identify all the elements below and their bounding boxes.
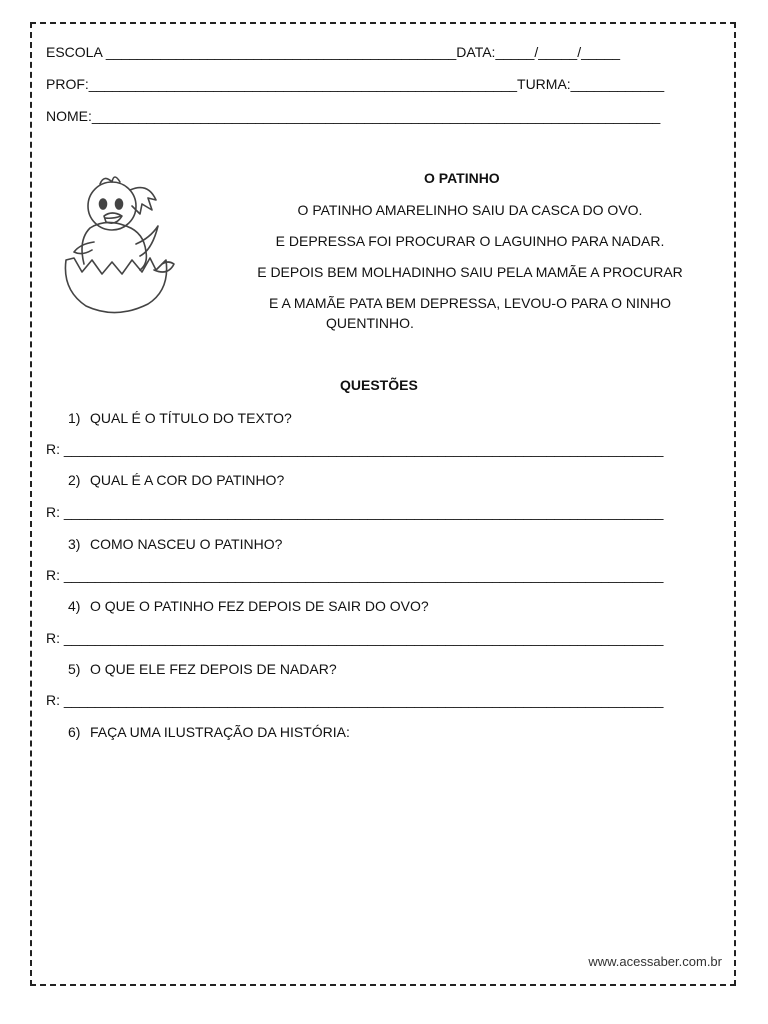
question-2: 2) QUAL É A COR DO PATINHO? — [68, 472, 285, 488]
answer-line-2[interactable]: R: _____________________________________________________________________________ — [46, 504, 664, 520]
teacher-class-line: PROF:_______________________________________________________TURMA:____________ — [46, 76, 665, 92]
name-line: NOME:_________________________________________________________________________ — [46, 108, 661, 124]
story-title: O PATINHO — [424, 170, 500, 186]
answer-line-3[interactable]: R: _____________________________________________________________________________ — [46, 567, 664, 583]
answer-line-4[interactable]: R: _____________________________________________________________________________ — [46, 630, 664, 646]
question-4: 4) O QUE O PATINHO FEZ DEPOIS DE SAIR DO OVO? — [68, 598, 429, 614]
story-line: QUENTINHO. — [326, 315, 414, 331]
school-date-line: ESCOLA _____________________________________________DATA:_____/_____/_____ — [46, 44, 621, 60]
answer-line-5[interactable]: R: _____________________________________________________________________________ — [46, 692, 664, 708]
story-line: O PATINHO AMARELINHO SAIU DA CASCA DO OVO. — [297, 202, 643, 218]
hatching-duckling-icon — [56, 160, 180, 316]
answer-line-1[interactable]: R: _____________________________________________________________________________ — [46, 441, 664, 457]
question-6: 6) FAÇA UMA ILUSTRAÇÃO DA HISTÓRIA: — [68, 724, 350, 740]
story-line: E A MAMÃE PATA BEM DEPRESSA, LEVOU-O PARA O NINHO — [269, 295, 671, 311]
question-1: 1) QUAL É O TÍTULO DO TEXTO? — [68, 410, 292, 426]
question-3: 3) COMO NASCEU O PATINHO? — [68, 536, 283, 552]
story-line: E DEPOIS BEM MOLHADINHO SAIU PELA MAMÃE A PROCURAR — [257, 264, 683, 280]
question-5: 5) O QUE ELE FEZ DEPOIS DE NADAR? — [68, 661, 337, 677]
footer-website: www.acessaber.com.br — [588, 954, 722, 969]
story-line: E DEPRESSA FOI PROCURAR O LAGUINHO PARA NADAR. — [275, 233, 665, 249]
questions-title: QUESTÕES — [340, 377, 418, 393]
